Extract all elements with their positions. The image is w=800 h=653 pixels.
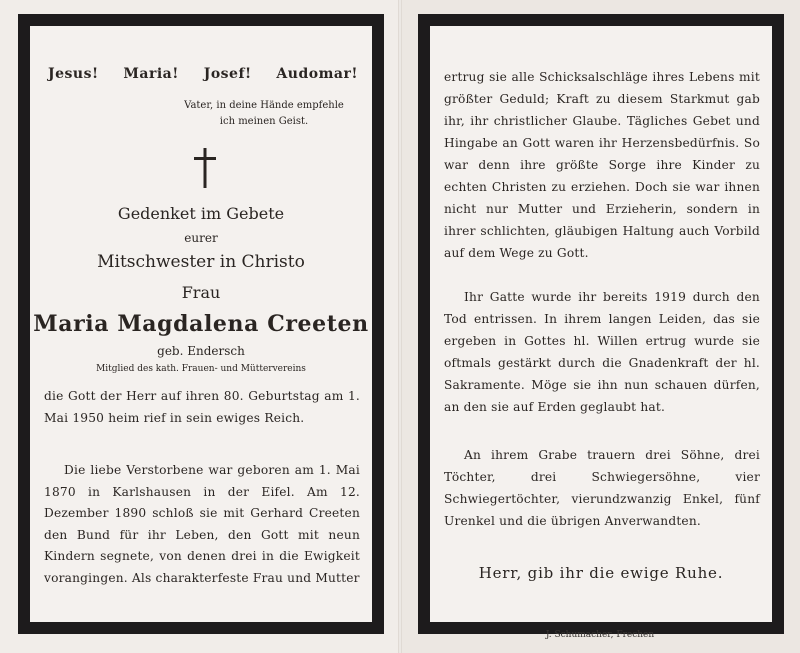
frau-line: Frau [181, 283, 221, 302]
left-panel [30, 26, 372, 622]
left-paragraph-2: Die liebe Verstorbene war geboren am 1. Mai 1870 in Karlshausen in der Eifel. Am 12. Dezember 1890 schloß sie mit Gerhard Creeten den Bund für ihr Leben, den Gott mit neun Kindern segnete, von denen drei in die Ewigkeit vorangingen. Als charakterfeste Frau und Mutter [44, 463, 360, 585]
card-fold [398, 0, 402, 653]
maiden-name: geb. Endersch [157, 344, 245, 358]
invocation-maria: Maria! [123, 66, 179, 82]
quote-line: Vater, in deine Hände empfehle [184, 100, 344, 111]
invocation-audomar: Audomar! [276, 66, 358, 82]
right-paragraph-2: Ihr Gatte wurde ihr bereits 1919 durch den Tod entrissen. In ihrem langen Leiden, das sie ergeben in Gottes hl. Willen ertrug wurde sie oftmals gestärkt durch die Gnadenkraft der hl. Sakramente. Möge sie ihn nun schauen dürfen, an den sie auf Erden geglaubt hat. [444, 290, 760, 414]
invocation-josef: Josef! [203, 66, 252, 82]
gedenket-heading: Gedenket im Gebete [117, 204, 285, 223]
scripture-quote [164, 98, 364, 130]
right-mourning-border [418, 14, 784, 634]
printer-credit: J. Schumacher, Frechen [545, 630, 655, 640]
left-mourning-border [18, 14, 384, 634]
right-panel [430, 26, 772, 622]
invocation-jesus: Jesus! [48, 66, 99, 82]
closing-prayer: Herr, gib ihr die ewige Ruhe. [478, 564, 724, 582]
cross-icon [192, 148, 218, 195]
right-paragraph-1: ertrug sie alle Schicksalschläge ihres Lebens mit größter Geduld; Kraft zu diesem Starkmut gab ihr, ihr christlicher Glaube. Tägliches Gebet und Hingabe an Gott waren ihr Herzensbedürfnis. So war denn ihre größte Sorge ihre Kinder zu echten Christen zu erziehen. Doch sie war ihnen nicht nur Mutter und Erzieherin, sondern in ihrer schlichten, gläubigen Haltung auch Vorbild auf dem Wege zu Gott. [444, 70, 760, 260]
quote-line: ich meinen Geist. [219, 116, 309, 127]
left-paragraph-1: die Gott der Herr auf ihren 80. Geburtstag am 1. Mai 1950 heim rief in sein ewiges Reich. [44, 389, 360, 425]
eurer-line: eurer [184, 231, 218, 245]
mitschwester-heading: Mitschwester in Christo [97, 252, 305, 272]
right-paragraph-3: An ihrem Grabe trauern drei Söhne, drei Töchter, drei Schwiegersöhne, vier Schwiegertöchter, vierundzwanzig Enkel, fünf Urenkel und die übrigen Anverwandten. [444, 448, 760, 528]
membership-line: Mitglied des kath. Frauen- und Müttervereins [96, 364, 306, 374]
deceased-name: Maria Magdalena Creeten [33, 311, 369, 337]
invocation-line [48, 66, 358, 82]
